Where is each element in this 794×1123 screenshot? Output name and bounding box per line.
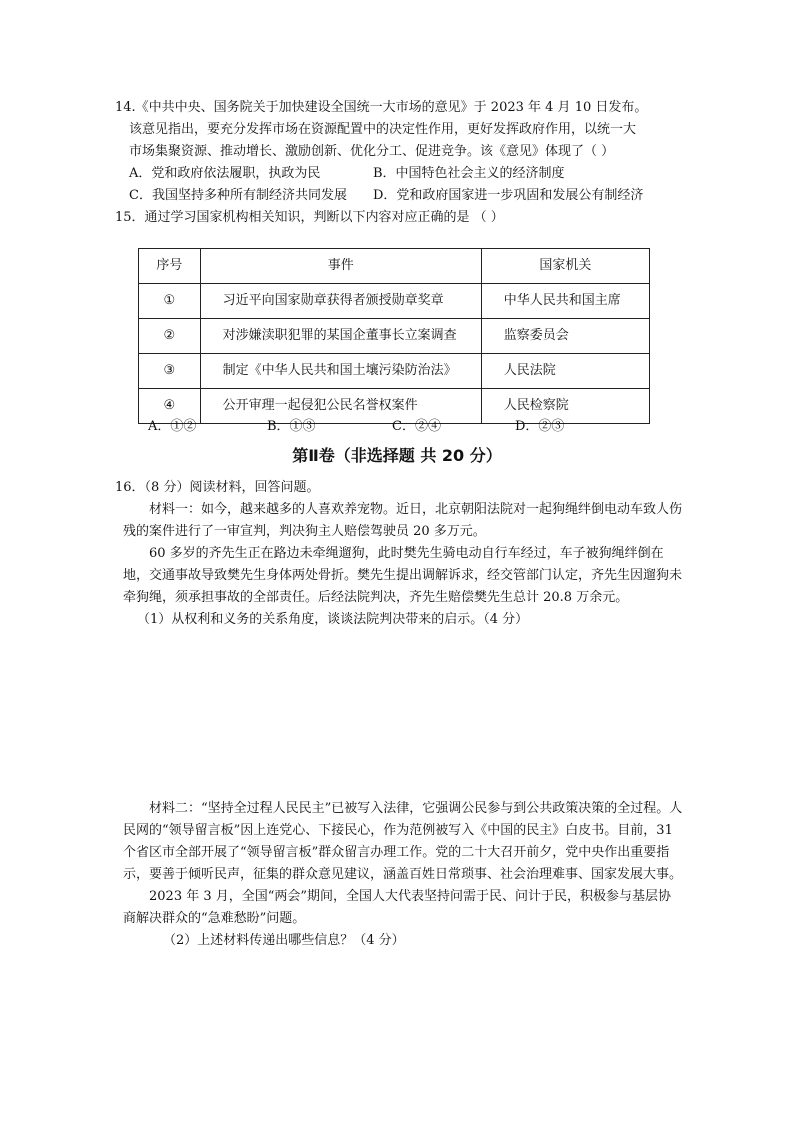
table-cell-event: 对涉嫌渎职犯罪的某国企董事长立案调查 [200, 319, 481, 354]
q16-material-1 [123, 499, 683, 631]
table-cell-event: 制定《中华人民共和国土壤污染防治法》 [200, 354, 481, 389]
section-title: 第Ⅱ卷（非选择题 共 20 分） [292, 446, 502, 465]
q14-line-1: 14.《中共中央、国务院关于加快建设全国统一大市场的意见》于 2023 年 4 月 10 日发布。 [115, 100, 648, 115]
q14-line-2: 该意见指出，要充分发挥市场在资源配置中的决定性作用，更好发挥政府作用，以统一大 [129, 122, 637, 137]
material-2-paragraph-1: 材料二：“坚持全过程人民民主”已被写入法律，它强调公民参与到公共政策决策的全过程。人民网的“领导留言板”因上连党心、下接民心，作为范例被写入《中国的民主》白皮书。目前，31 个省区市全部开展了“领导留言板”群众留言办理工作。党的二十大召开前夕，党中央作出重要指示，要善于倾听民声，征集的群众意见建议，涵盖百姓日常琐事、社会治理难事、国家发展大事。 [123, 801, 683, 882]
material-1-paragraph-2: 60 多岁的齐先生正在路边未牵绳遛狗，此时樊先生骑电动自行车经过，车子被狗绳绊倒在地，交通事故导致樊先生身体两处骨折。樊先生提出调解诉求，经交管部门认定，齐先生因遛狗未牵狗绳，须承担事故的全部责任。后经法院判决，齐先生赔偿樊先生总计 20.8 万余元。 [123, 546, 683, 605]
table-cell-organ: 人民检察院 [481, 389, 649, 424]
q14-option-b[interactable]: B．中国特色社会主义的经济制度 [373, 166, 565, 181]
table-cell-organ: 人民法院 [481, 354, 649, 389]
table-cell-organ: 中华人民共和国主席 [481, 284, 649, 319]
q14-option-c[interactable]: C．我国坚持多种所有制经济共同发展 [129, 188, 347, 203]
table-header-event: 事件 [200, 249, 481, 284]
q15-option-d[interactable]: D．②③ [515, 419, 565, 434]
q15-option-b[interactable]: B．①③ [267, 419, 316, 434]
table-cell-event: 习近平向国家勋章获得者颁授勋章奖章 [200, 284, 481, 319]
q14-options-row-2 [115, 185, 685, 207]
table-header-index: 序号 [139, 249, 201, 284]
material-1-paragraph-1: 材料一：如今，越来越多的人喜欢养宠物。近日，北京朝阳法院对一起狗绳绊倒电动车致人伤残的案件进行了一审宣判，判决狗主人赔偿驾驶员 20 多万元。 [123, 502, 683, 539]
q14-line-3: 市场集聚资源、推动增长、激励创新、优化分工、促进竞争。该《意见》体现了（ ） [129, 144, 615, 159]
table-row [139, 354, 650, 389]
q16-stem: 16．（8 分）阅读材料，回答问题。 [115, 480, 320, 495]
q15-table [138, 248, 650, 424]
question-14 [115, 97, 685, 229]
q15-stem: 15．通过学习国家机构相关知识，判断以下内容对应正确的是 （ ） [115, 210, 504, 225]
table-cell-index: ① [139, 284, 201, 319]
q16-subquestion-2: （2）上述材料传递出哪些信息？（4 分） [163, 933, 405, 948]
q15-options [148, 416, 564, 438]
q16-subquestion-1: （1）从权利和义务的关系角度，谈谈法院判决带来的启示。（4 分） [137, 612, 529, 627]
table-cell-index: ② [139, 319, 201, 354]
q14-option-a[interactable]: A．党和政府依法履职，执政为民 [129, 166, 321, 181]
q15-option-a[interactable]: A．①② [148, 419, 197, 434]
table-header-organ: 国家机关 [481, 249, 649, 284]
table-header-row [139, 249, 650, 284]
q15-option-c[interactable]: C．②④ [392, 419, 441, 434]
q16-material-2 [123, 798, 683, 952]
table-row [139, 319, 650, 354]
table-cell-index: ④ [139, 389, 201, 424]
material-2-paragraph-2: 2023 年 3 月，全国“两会”期间，全国人大代表坚持问需于民、问计于民，积极参与基层协商解决群众的“急难愁盼”问题。 [123, 889, 672, 926]
table-cell-organ: 监察委员会 [481, 319, 649, 354]
table-cell-index: ③ [139, 354, 201, 389]
q14-option-d[interactable]: D．党和政府国家进一步巩固和发展公有制经济 [373, 188, 644, 203]
table-row [139, 284, 650, 319]
table-cell-event: 公开审理一起侵犯公民名誉权案件 [200, 389, 481, 424]
q14-options-row-1 [115, 163, 685, 185]
